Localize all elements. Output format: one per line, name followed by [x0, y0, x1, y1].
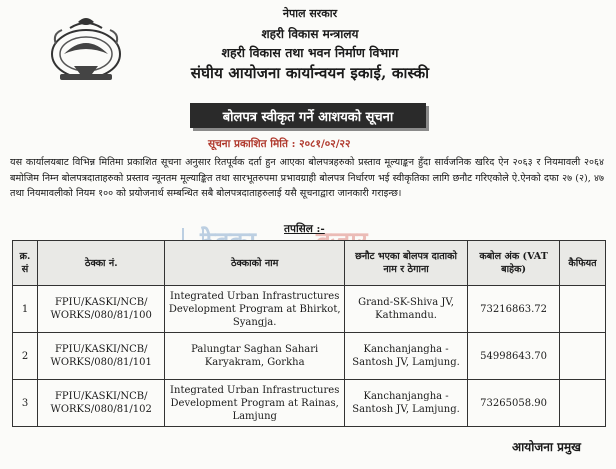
cell-remarks	[560, 286, 606, 333]
table-row	[13, 380, 606, 427]
cell-contract-no: FPIU/KASKI/NCB/ WORKS/080/81/100	[38, 286, 165, 333]
cell-sn: 1	[13, 286, 38, 333]
table-row	[13, 333, 606, 380]
table-row	[13, 286, 606, 333]
cell-amount: 73216863.72	[468, 286, 560, 333]
govt-name: नेपाल सरकार	[282, 7, 338, 20]
header-contract-no: ठेक्का नं.	[38, 241, 165, 286]
cell-contract-name: Integrated Urban Infrastructures Development Program at Rainas, Lamjung	[165, 380, 345, 427]
cell-contract-no: FPIU/KASKI/NCB/ WORKS/080/81/102	[38, 380, 165, 427]
header-amount: कबोल अंक (VAT बाहेक)	[468, 241, 560, 286]
cell-bidder: Grand-SK-Shiva JV, Kathmandu.	[344, 286, 467, 333]
nepal-emblem-icon	[46, 14, 126, 82]
header-contract-name: ठेक्काको नाम	[165, 241, 345, 286]
signatory-title: आयोजना प्रमुख	[512, 440, 582, 454]
header-remarks: कैफियत	[560, 241, 606, 286]
cell-bidder: Kanchanjangha - Santosh JV, Lamjung.	[344, 333, 467, 380]
header-bidder: छनौट भएका बोलपत्र दाताको नाम र ठेगाना	[344, 241, 467, 286]
cell-amount: 54998643.70	[468, 333, 560, 380]
cell-sn: 2	[13, 333, 38, 380]
ministry-name: शहरी विकास मन्त्रालय	[261, 27, 359, 41]
cell-contract-no: FPIU/KASKI/NCB/ WORKS/080/81/101	[38, 333, 165, 380]
table-header-row	[13, 241, 606, 286]
cell-remarks	[560, 380, 606, 427]
publish-date: सूचना प्रकाशित मिति : २०८१/०२/२२	[208, 138, 351, 150]
tender-table	[12, 240, 606, 427]
cell-remarks	[560, 333, 606, 380]
cell-contract-name: Palungtar Saghan Sahari Karyakram, Gorkha	[165, 333, 345, 380]
notice-body: यस कार्यालयबाट विभिन्न मितिमा प्रकाशित सूचना अनुसार रितपूर्वक दर्ता हुन आएका बोलपत्रहरुको प्रस्ताव मूल्याङ्कन हुँदा सार्वजनिक खरिद ऐन २०६३ र नियमावली २०६४ बमोजिम निम्न बोलपत्रदाताहरुको प्रस्ताव न्यूनतम मूल्याङ्कित तथा सारभूतरुपमा प्रभावग्राही बोलपत्र निर्धारण भई स्वीकृतिका लागि छनौट गरिएकोले ऐ.ऐनको दफा २७ (२), ४७ तथा नियमावलीको नियम १०० को प्रयोजनार्थ सम्बन्धित सबै बोलपत्रदाताहरुलाई यसै सूचनाद्वारा जानकारी गराइन्छ।	[10, 157, 604, 200]
department-name: शहरी विकास तथा भवन निर्माण विभाग	[221, 45, 399, 60]
cell-contract-name: Integrated Urban Infrastructures Development Program at Bhirkot, Syangja.	[165, 286, 345, 333]
office-name: संघीय आयोजना कार्यान्वयन इकाई, कास्की	[190, 64, 430, 82]
cell-amount: 73265058.90	[468, 380, 560, 427]
cell-sn: 3	[13, 380, 38, 427]
notice-title: बोलपत्र स्वीकृत गर्ने आशयको सूचना	[190, 103, 426, 128]
header-sn: क्र. सं	[13, 241, 38, 286]
cell-bidder: Kanchanjangha - Santosh JV, Lamjung.	[344, 380, 467, 427]
details-heading: तपसिल :-	[284, 223, 325, 235]
